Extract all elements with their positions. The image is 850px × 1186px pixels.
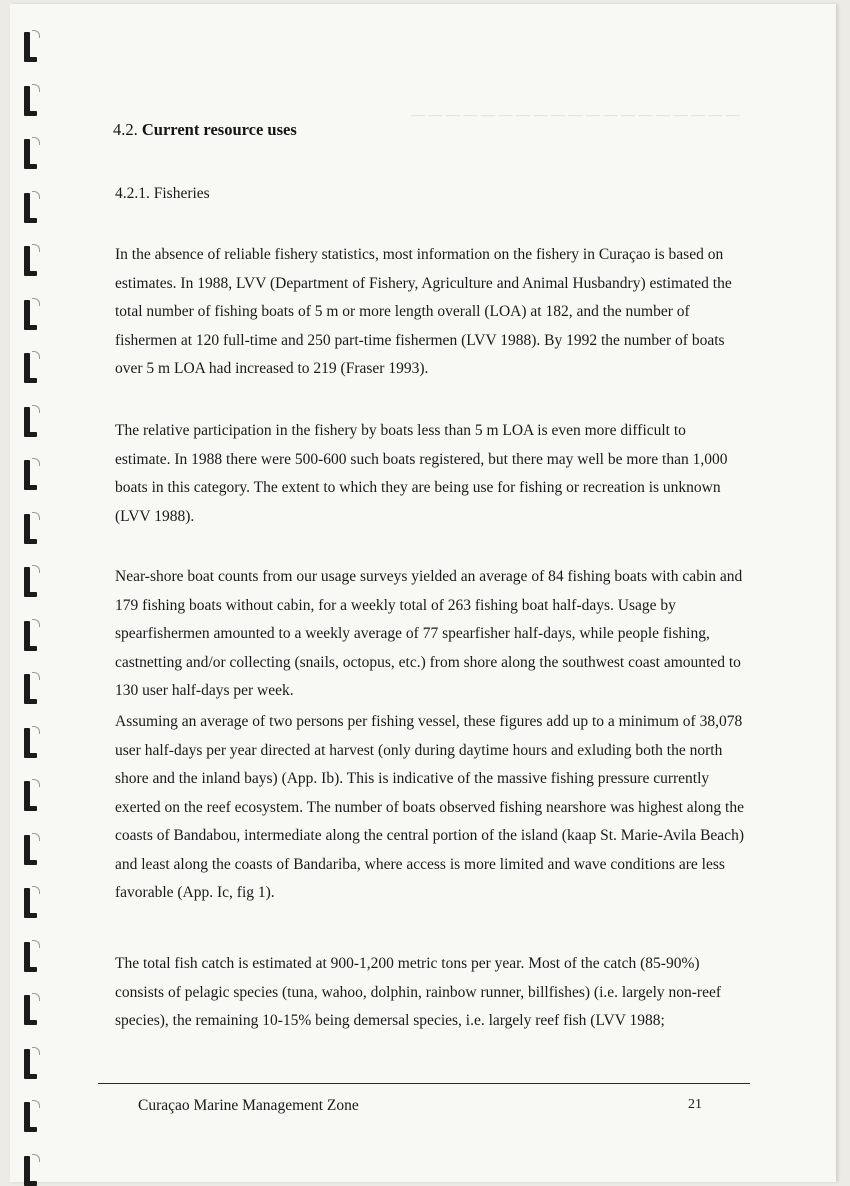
page-number: 21 — [688, 1097, 702, 1112]
paragraph-text: Assuming an average of two persons per fishing vessel, these figures add up to a minimum of 38,078 user half-days per year directed at harvest (only during daytime hours and exluding both the north shore and the inland bays) (App. Ib). This is indicative of the massive fishing pressure currently exerted on the reef ecosystem. The number of boats observed fishing nearshore was highest along the coasts of Bandabou, intermediate along the central portion of the island (kaap St. Marie-Avila Beach) and least along the coasts of Bandariba, where access is more limited and wave conditions are less favorable (App. Ic, fig 1). — [115, 713, 744, 901]
binding-ring — [24, 886, 37, 918]
binding-ring — [24, 726, 37, 758]
paragraph-text: The relative participation in the fishery by boats less than 5 m LOA is even more difficult to estimate. In 1988 there were 500-600 such boats registered, but there may well be more than 1,000 boats in this category. The extent to which they are being use for fishing or recreation is unknown (LVV 1988). — [115, 422, 728, 525]
spiral-binding — [0, 0, 44, 1185]
binding-ring — [24, 1100, 37, 1132]
body-paragraph-4 — [115, 708, 745, 908]
section-number: 4.2. — [113, 120, 138, 139]
binding-ring — [24, 940, 37, 972]
footer-rule — [98, 1083, 750, 1084]
body-paragraph-2 — [115, 417, 745, 531]
binding-ring — [24, 30, 37, 62]
section-heading — [113, 120, 297, 140]
binding-ring — [24, 833, 37, 865]
binding-ring — [24, 351, 37, 383]
binding-ring — [24, 1047, 37, 1079]
paragraph-text: Near-shore boat counts from our usage surveys yielded an average of 84 fishing boats with cabin and 179 fishing boats without cabin, for a weekly total of 263 fishing boat half-days. Usage by spearfishermen amounted to a weekly average of 77 spearfisher half-days, while people fishing, castnetting and/or collecting (snails, octopus, etc.) from shore along the southwest coast amounted to 130 user half-days per week. — [115, 568, 743, 699]
body-paragraph-5 — [115, 950, 745, 1036]
paragraph-text: The total fish catch is estimated at 900-1,200 metric tons per year. Most of the catch (85-90%) consists of pelagic species (tuna, wahoo, dolphin, rainbow runner, billfishes) (i.e. largely non-reef species), the remaining 10-15% being demersal species, i.e. largely reef fish (LVV 1988; — [115, 955, 722, 1029]
binding-ring — [24, 298, 37, 330]
binding-ring — [24, 1154, 37, 1186]
binding-ring — [24, 191, 37, 223]
binding-ring — [24, 619, 37, 651]
binding-ring — [24, 405, 37, 437]
binding-ring — [24, 512, 37, 544]
binding-ring — [24, 137, 37, 169]
binding-ring — [24, 458, 37, 490]
binding-ring — [24, 779, 37, 811]
binding-ring — [24, 672, 37, 704]
binding-ring — [24, 565, 37, 597]
paragraph-text: In the absence of reliable fishery statistics, most information on the fishery in Curaçao is based on estimates. In 1988, LVV (Department of Fishery, Agriculture and Animal Husbandry) estimated the total number of fishing boats of 5 m or more length overall (LOA) at 182, and the number of fishermen at 120 full-time and 250 part-time fishermen (LVV 1988). By 1992 the number of boats over 5 m LOA had increased to 219 (Fraser 1993). — [115, 246, 732, 377]
bleed-through-text: — — — — — — — — — — — — — — — — — — — — [411, 108, 740, 123]
binding-ring — [24, 84, 37, 116]
body-paragraph-1 — [115, 241, 745, 384]
binding-ring — [24, 244, 37, 276]
subsection-heading: 4.2.1. Fisheries — [115, 185, 210, 202]
body-paragraph-3 — [115, 563, 745, 706]
section-title: Current resource uses — [141, 120, 297, 139]
footer-title: Curaçao Marine Management Zone — [138, 1097, 359, 1114]
binding-ring — [24, 993, 37, 1025]
